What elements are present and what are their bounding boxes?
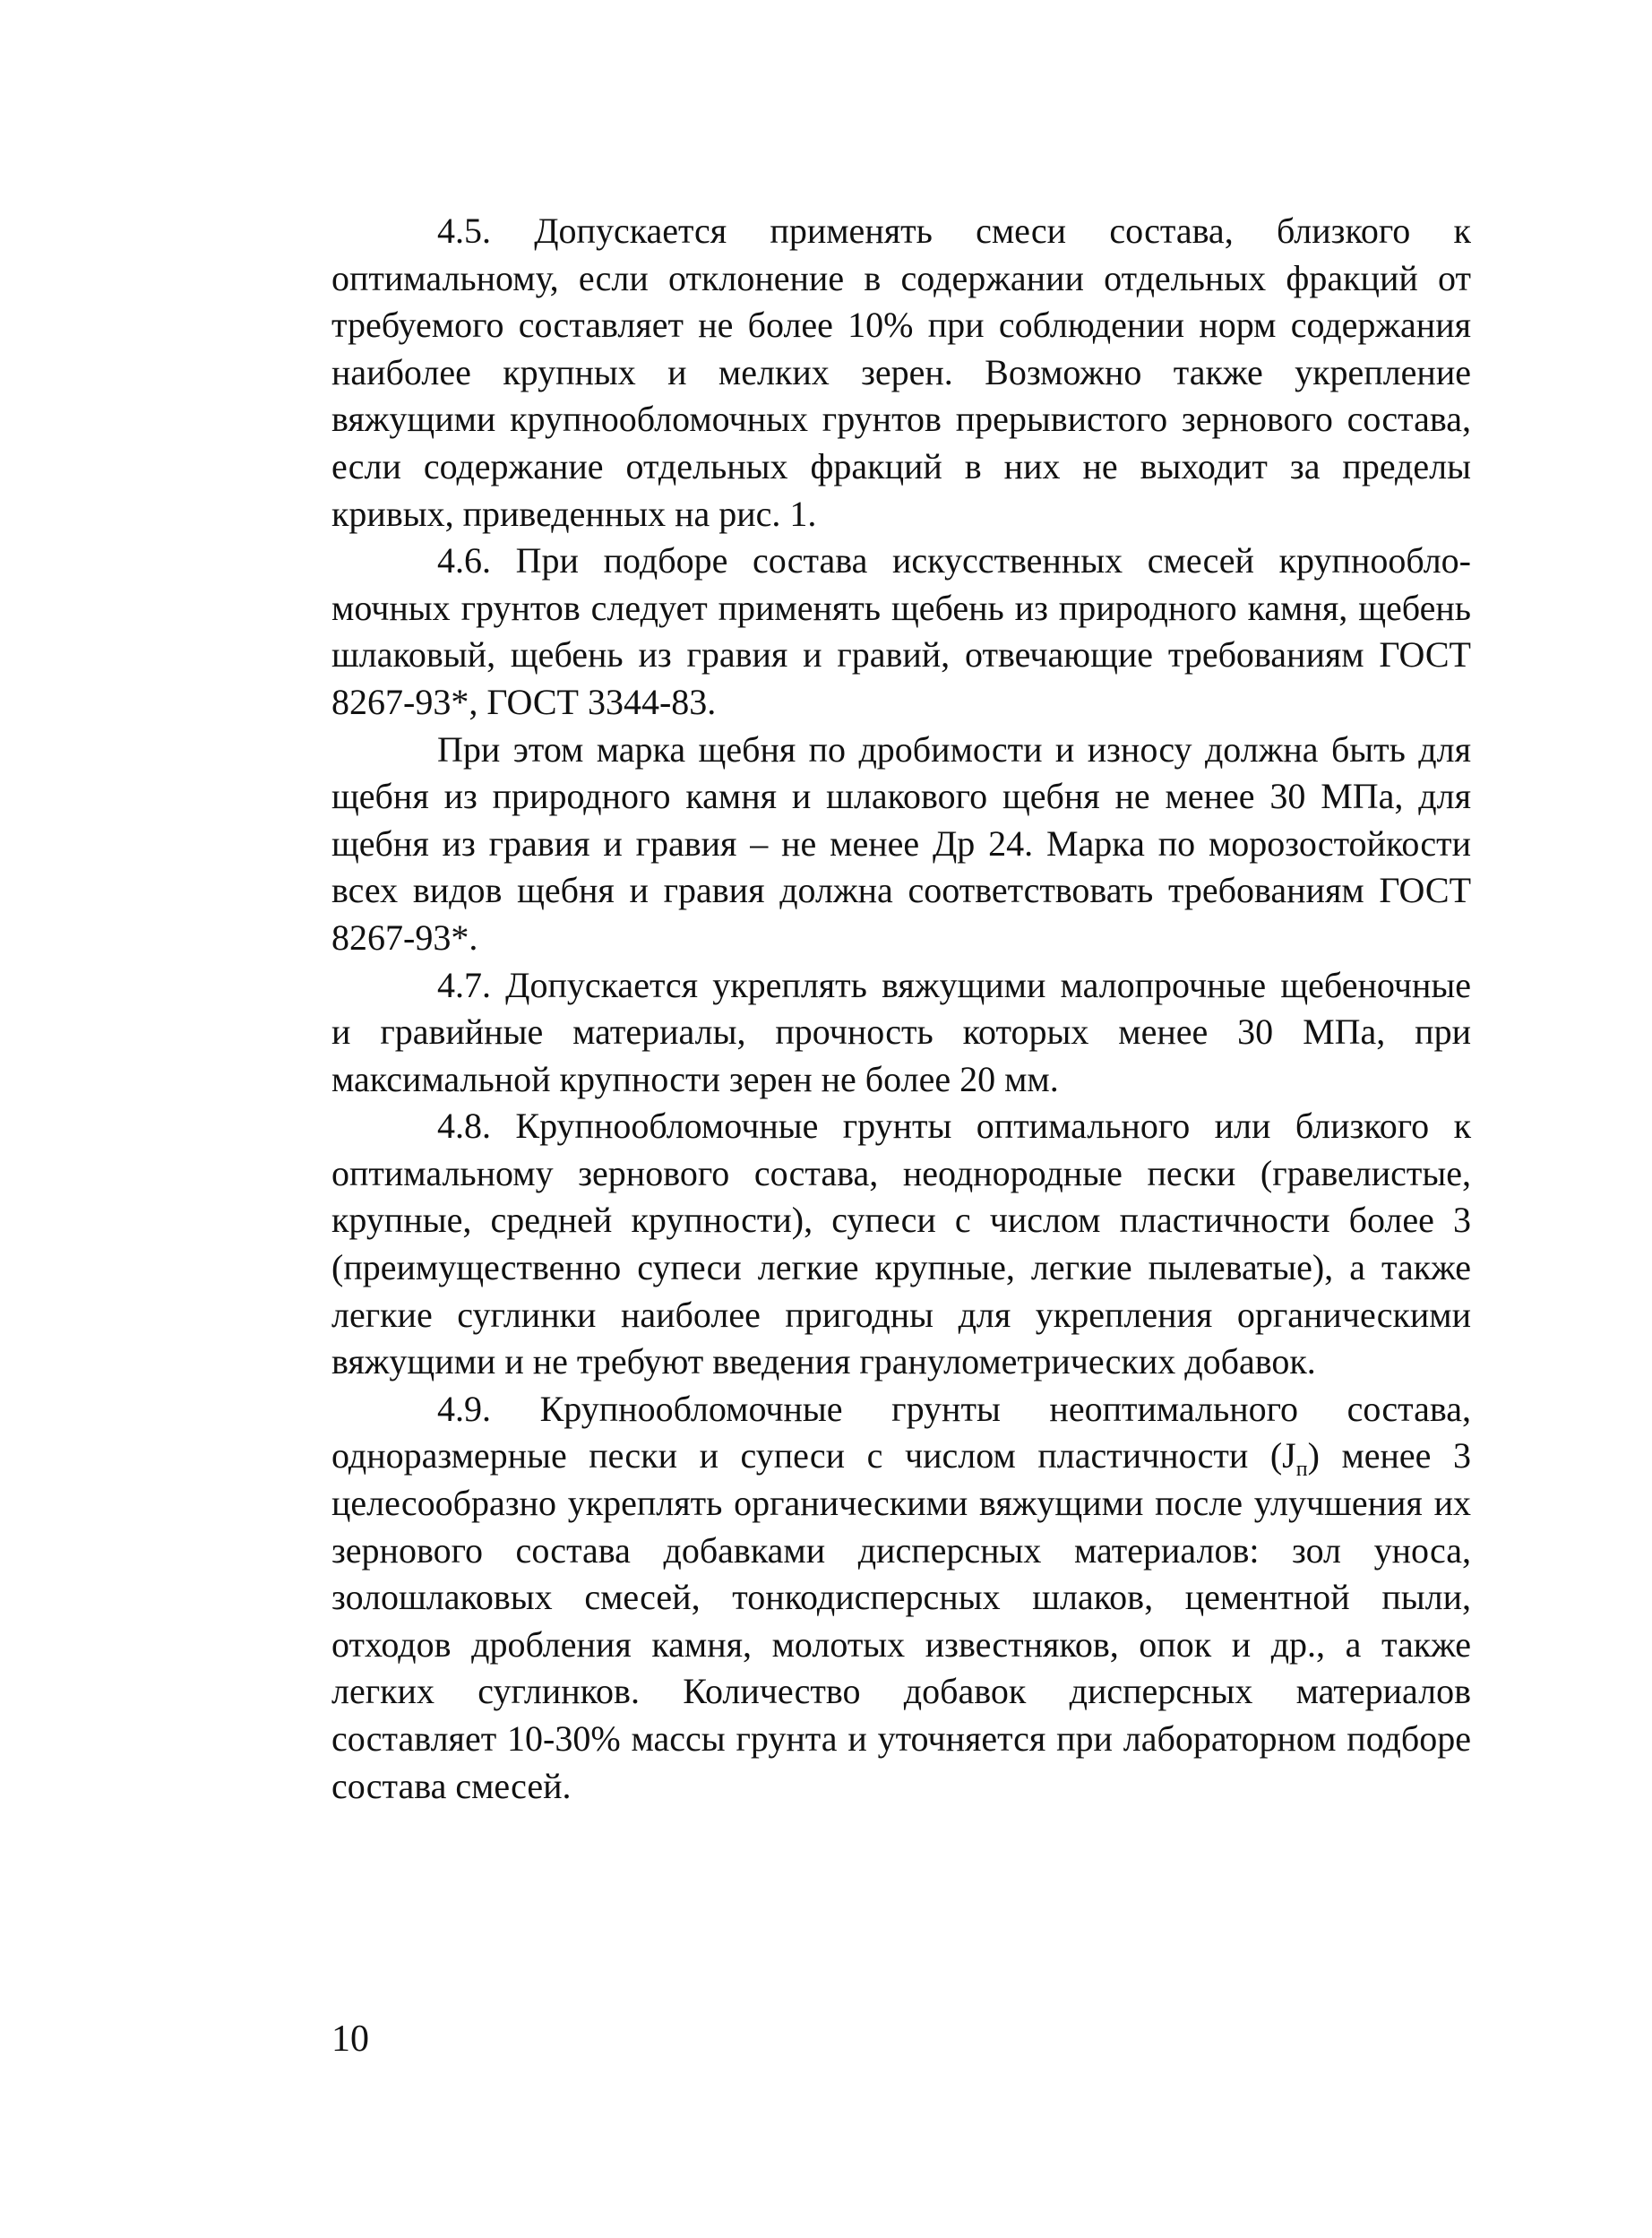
page-number: 10 (331, 2019, 369, 2060)
paragraph-4-9-part-2: ) менее 3 целесообразно укреплять органическими вяжущими после улучшения их зернового состава добавками дисперсных материалов: зол уноса, золошлаковых смесей, тонкодисперсных шлаков, цементной пыли, отходов дробления камня, молотых известняков, опок и др., а также легких суглинков. Количество добавок дисперсных материалов составляет 10-30% массы грунта и уточняется при лабораторном подборе состава смесей. (331, 1435, 1471, 1806)
plasticity-subscript: п (1295, 1458, 1308, 1482)
paragraph-4-6-continued: При этом марка щебня по дробимости и износу должна быть для щебня из природного камня и шлакового щебня не менее 30 МПа, для щебня из гравия и гравия – не менее Др 24. Марка по морозостойкости всех видов щебня и гравия должна соответствовать требованиям ГОСТ 8267-93*. (331, 728, 1471, 958)
paragraph-4-7: 4.7. Допускается укреплять вяжущими малопрочные щебеночные и гравийные материалы, прочность которых менее 30 МПа, при максимальной крупности зерен не более 20 мм. (331, 964, 1471, 1099)
paragraph-4-8: 4.8. Крупнообломочные грунты оптимального или близкого к оптимальному зернового состава, неоднородные пески (гравелистые, крупные, средней крупности), супеси с числом пластичности более 3 (преимущественно супеси легкие крупные, легкие пылеватые), а также легкие суглинки наиболее пригодны для укрепления органическими вяжущими и не требуют введения гранулометрических добавок. (331, 1106, 1471, 1382)
body-text (331, 208, 1471, 1810)
paragraph-4-9-part-1: 4.9. Крупнообломочные грунты неоптимального состава, одноразмерные пески и супеси с числом пластичности (J (331, 1388, 1471, 1476)
paragraph-4-6: 4.6. При подборе состава искусственных смесей крупнообломочных грунтов следует применять щебень из природного камня, щебень шлаковый, щебень из гравия и гравий, отвечающие требованиям ГОСТ 8267-93*, ГОСТ 3344-83. (331, 540, 1471, 722)
paragraph-4-9 (331, 1386, 1471, 1810)
paragraph-4-5: 4.5. Допускается применять смеси состава, близкого к оптимальному, если отклонение в содержании отдельных фракций от требуемого составляет не более 10% при соблюдении норм содержания наиболее крупных и мелких зерен. Возможно также укрепление вяжущими крупнообломочных грунтов прерывистого зернового состава, если содержание отдельных фракций в них не выходит за пределы кривых, приведенных на рис. 1. (331, 211, 1471, 534)
